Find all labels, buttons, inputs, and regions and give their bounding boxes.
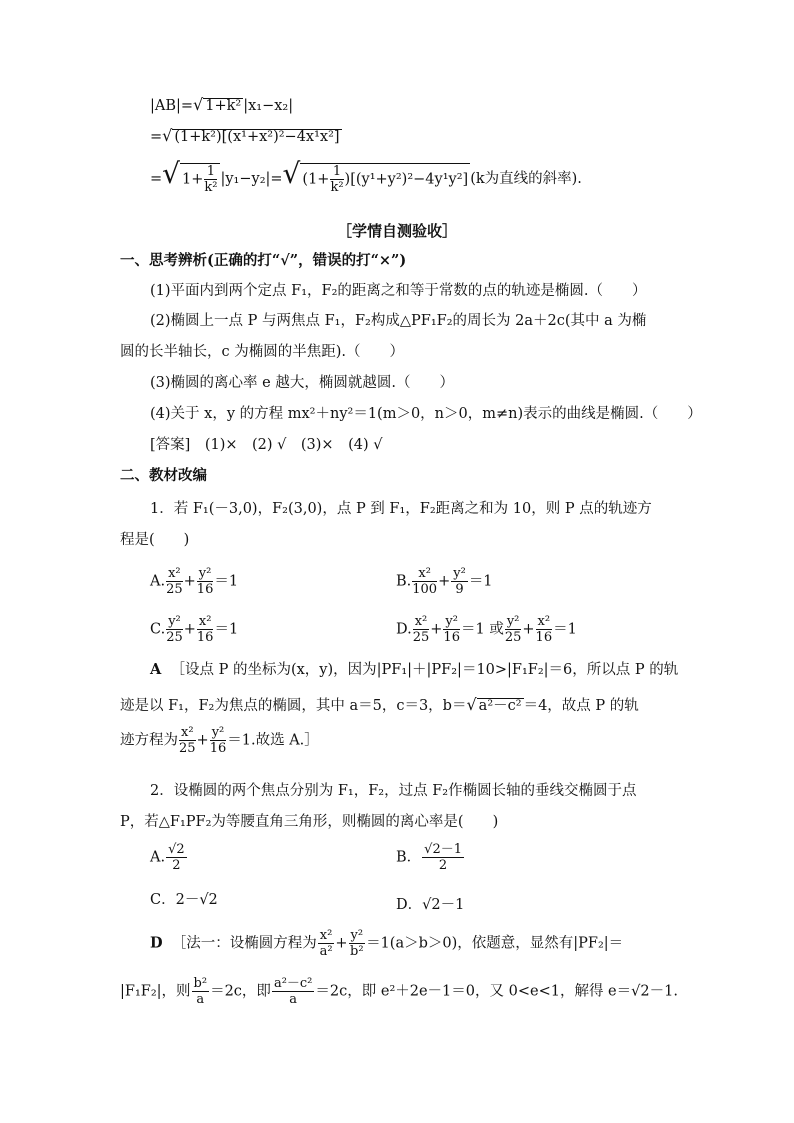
option-d: D. $\frac{\text{x²}}{25}$ + $\frac{\text{y²}}{16}$ ＝1 或 $\frac{\text{y²}}{25}$ + $\frac{\text{x²}}{16}$ ＝1 — [396, 614, 577, 645]
question-2: (2)椭圆上一点 P 与两焦点 F₁，F₂构成△PF₁F₂的周长为 2a＋2c(其中 a 为椭 — [150, 313, 647, 329]
radical: 1+ $\frac{1}{\text{k²}}$ — [180, 163, 220, 195]
problem-1-cont: 程是( ) — [120, 532, 190, 548]
option-c: C. $\frac{\text{y²}}{25}$ + $\frac{\text{x²}}{16}$ ＝1 — [150, 614, 239, 645]
formula-text: |x₁−x₂| — [243, 98, 294, 114]
solution-2: D ［法一：设椭圆方程为 $\frac{\text{x²}}{\text{a²}}$ + $\frac{\text{y²}}{\text{b²}}$ ＝1(a＞b＞0)，依题意，显然有|PF₂|＝ — [150, 928, 624, 959]
question-3: (3)椭圆的离心率 e 越大，椭圆就越圆.（ ） — [150, 375, 454, 391]
solution-1: A ［设点 P 的坐标为(x，y)，因为|PF₁|＋|PF₂|＝10>|F₁F₂|＝6，所以点 P 的轨 — [150, 661, 679, 678]
answer-line: [答案] (1)× (2) √ (3)× (4) √ — [150, 437, 383, 453]
solution-2-cont: |F₁F₂|，则 $\frac{\text{b²}}{a}$ ＝2c，即 $\frac{\text{a²－c²}}{a}$ ＝2c，即 e²＋2e－1＝0，又 0<e<1，解得 e＝√2－1. — [120, 976, 678, 1007]
problem-1: 1．若 F₁(－3,0)，F₂(3,0)，点 P 到 F₁，F₂距离之和为 10，则 P 点的轨迹方 — [150, 501, 652, 517]
formula-text: = — [150, 171, 163, 187]
option-b: B. $\frac{\text{x²}}{100}$ + $\frac{\text{y²}}{9}$ ＝1 — [396, 566, 493, 597]
question-4: (4)关于 x，y 的方程 mx²＋ny²＝1(m＞0，n＞0，m≠n)表示的曲线是椭圆.（ ） — [150, 406, 702, 422]
solution-1-end: 迹方程为 $\frac{\text{x²}}{25}$ + $\frac{\text{y²}}{16}$ ＝1.故选 A.］ — [120, 725, 319, 756]
radical: 1+k² — [205, 98, 242, 114]
section-title: ［学情自测验收］ — [336, 222, 457, 240]
problem-2-cont: P，若△F₁PF₂为等腰直角三角形，则椭圆的离心率是( ) — [120, 814, 499, 830]
part1-heading: 一、思考辨析(正确的打“√”，错误的打“×”) — [120, 252, 407, 269]
part2-heading: 二、教材改编 — [120, 467, 207, 484]
option-2a: A. $\frac{√2}{2}$ — [150, 842, 185, 873]
option-2b: B． $\frac{√2-1}{2}$ — [396, 842, 462, 873]
formula-line-3: =√ 1+ $\frac{1}{\text{k²}}$ |y₁−y₂|=√ (1+ $\frac{1}{\text{k²}}$ )[(y¹+y²)²−4y¹y²] (k为直线的斜率). — [150, 157, 582, 195]
question-2-cont: 圆的长半轴长，c 为椭圆的半焦距).（ ） — [120, 344, 404, 360]
formula-note: (k为直线的斜率). — [470, 171, 582, 187]
question-1: (1)平面内到两个定点 F₁，F₂的距离之和等于常数的点的轨迹是椭圆.（ ） — [150, 283, 647, 299]
formula-text: = — [150, 129, 163, 145]
option-2d: D．√2－1 — [396, 897, 465, 913]
formula-text: |AB|= — [150, 98, 194, 114]
option-2c: C．2－√2 — [150, 892, 218, 908]
option-a: A. $\frac{\text{x²}}{25}$ + $\frac{\text{y²}}{16}$ ＝1 — [150, 566, 239, 597]
radical: (1+k²)[(x¹+x²)²−4x¹x²] — [174, 129, 340, 145]
formula-text: |y₁−y₂|= — [220, 171, 283, 187]
radical: (1+ $\frac{1}{\text{k²}}$ )[(y¹+y²)²−4y¹y²] — [302, 163, 469, 195]
formula-line-1: |AB|=√ 1+k² |x₁−x₂| — [150, 95, 294, 114]
problem-2: 2．设椭圆的两个焦点分别为 F₁，F₂，过点 F₂作椭圆长轴的垂线交椭圆于点 — [150, 783, 637, 799]
solution-1-cont: 迹是以 F₁，F₂为焦点的椭圆，其中 a＝5，c＝3，b＝√ a²－c² ＝4，故点 P 的轨 — [120, 695, 639, 714]
formula-line-2: =√ (1+k²)[(x¹+x²)²−4x¹x²] — [150, 126, 340, 145]
